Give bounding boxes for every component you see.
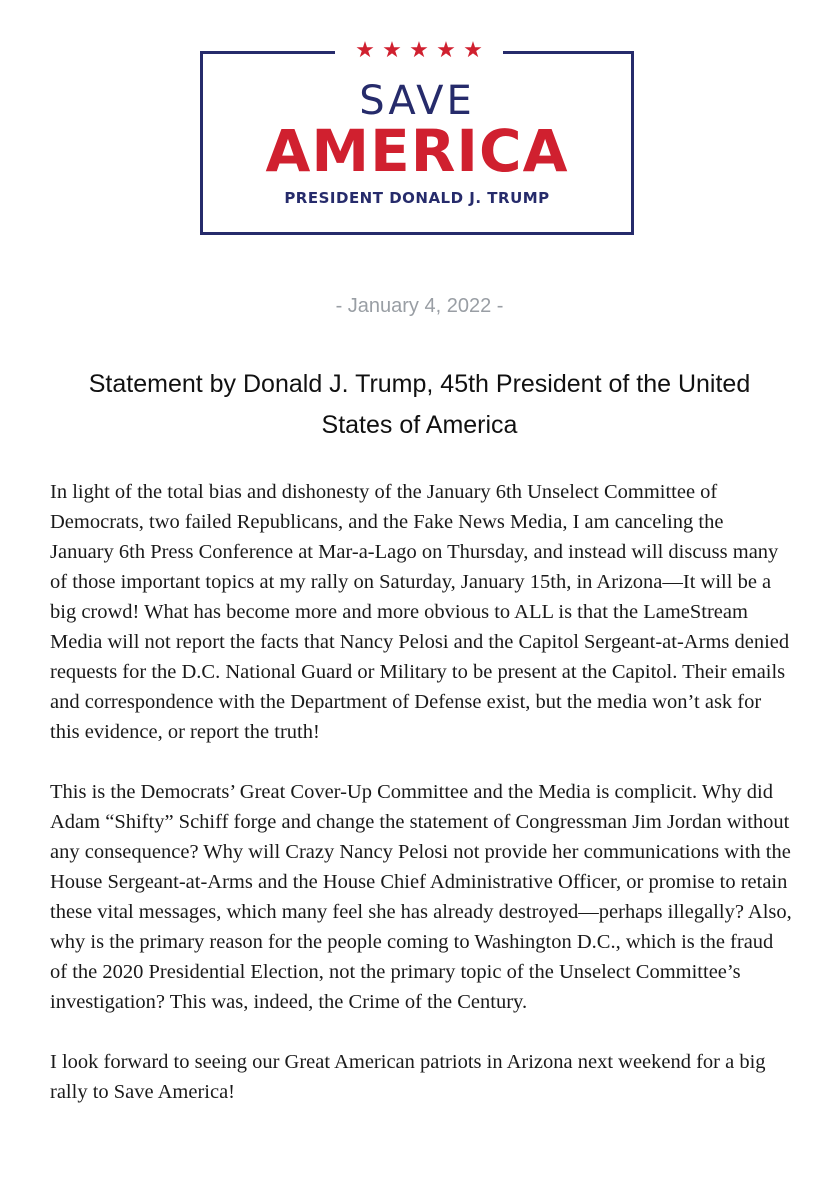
statement-date: - January 4, 2022 - [335, 295, 504, 317]
logo-save-text: SAVE [359, 78, 475, 124]
star-icon: ★ [436, 38, 456, 63]
star-icon: ★ [463, 38, 483, 63]
logo-president-text: PRESIDENT DONALD J. TRUMP [284, 189, 550, 207]
statement-paragraph: I look forward to seeing our Great American patriots in Arizona next weekend for a big rally to Save America! [50, 1051, 766, 1103]
star-icon: ★ [409, 38, 429, 63]
star-icon: ★ [355, 38, 375, 63]
statement-body [50, 477, 792, 1107]
statement-title: Statement by Donald J. Trump, 45th President of the United States of America [88, 370, 751, 439]
stars-icon [335, 38, 503, 64]
statement-paragraph: In light of the total bias and dishonesty of the January 6th Unselect Committee of Democrats, two failed Republicans, and the Fake News Media, I am canceling the January 6th Press Conference at Mar-a-Lago on Thursday, and instead will discuss many of those important topics at my rally on Saturday, January 15th, in Arizona—It will be a big crowd! What has become more and more obvious to ALL is that the LameStream Media will not report the facts that Nancy Pelosi and the Capitol Sergeant-at-Arms denied requests for the D.C. National Guard or Military to be present at the Capitol. Their emails and correspondence with the Department of Defense exist, but the media won’t ask for this evidence, or report the truth! [50, 481, 790, 743]
statement-paragraph: This is the Democrats’ Great Cover-Up Committee and the Media is complicit. Why did Adam “Shifty” Schiff forge and change the statement of Congressman Jim Jordan without any consequence? Why will Crazy Nancy Pelosi not provide her communications with the House Sergeant-at-Arms and the House Chief Administrative Officer, or promise to retain these vital messages, which many feel she has already destroyed—perhaps illegally? Also, why is the primary reason for the people coming to Washington D.C., which is the fraud of the 2020 Presidential Election, not the primary topic of the Unselect Committee’s investigation? This was, indeed, the Crime of the Century. [50, 781, 792, 1013]
star-icon: ★ [382, 38, 402, 63]
logo-america-text: AMERICA [265, 117, 569, 185]
